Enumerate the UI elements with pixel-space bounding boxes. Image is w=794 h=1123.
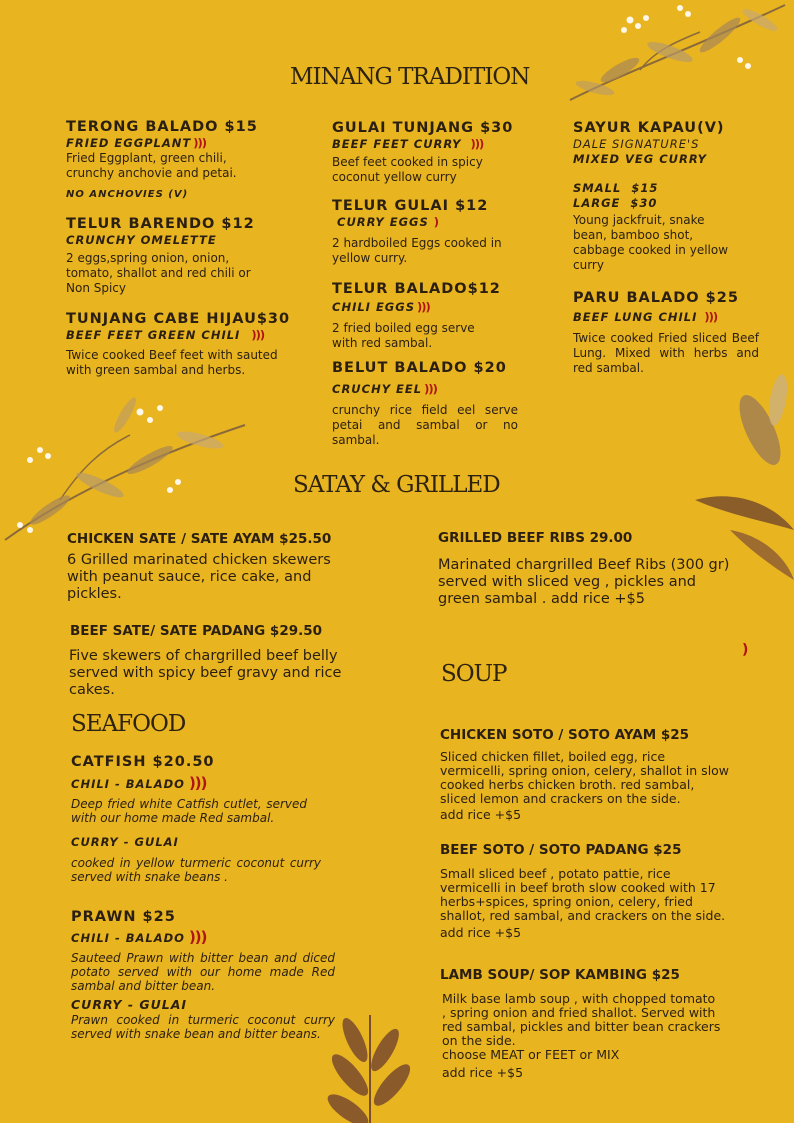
menu-item-prawn <box>71 908 335 1041</box>
item-note: NO ANCHOVIES (V) <box>66 189 189 200</box>
item-description: crunchy rice field eel serve petai and sambal or no sambal. <box>332 403 518 447</box>
menu-item-gulai-tunjang <box>332 119 522 185</box>
menu-item-telur-barendo <box>66 215 326 296</box>
item-subtitle: CRUCHY EEL ))) <box>332 382 437 396</box>
item-subtitle-signature: DALE SIGNATURE'S <box>573 137 700 151</box>
menu-item-paru-balado <box>573 289 759 376</box>
item-option-balado: CHILI - BALADO ))) <box>71 928 207 946</box>
item-title: TELUR GULAI $12 <box>332 198 489 214</box>
section-title-satay: SATAY & GRILLED <box>293 472 500 498</box>
item-title: SAYUR KAPAU(V) <box>573 120 725 136</box>
item-description: Milk base lamb soup , with chopped tomato , spring onion and fried shallot. Served with red sambal, pickles and bitter bean crackers on the side. choose MEAT or FEET or MIX <box>442 991 721 1062</box>
item-description: Five skewers of chargrilled beef belly served with spicy beef gravy and rice cakes. <box>69 648 342 698</box>
item-subtitle: BEEF FEET GREEN CHILI ))) <box>66 328 265 342</box>
item-title: CHICKEN SOTO / SOTO AYAM $25 <box>440 727 690 743</box>
item-title: TELUR BALADO$12 <box>332 281 501 297</box>
item-subtitle: CRUNCHY OMELETTE <box>66 233 217 247</box>
item-description-gulai: cooked in yellow turmeric coconut curry served with snake beans . <box>71 856 321 884</box>
item-description: 2 fried boiled egg serve with red sambal. <box>332 321 475 350</box>
item-option-balado: CHILI - BALADO ))) <box>71 774 207 792</box>
chili-icon: ))) <box>193 136 207 150</box>
menu-item-chicken-sate <box>67 530 367 603</box>
menu-item-chicken-soto <box>440 726 760 822</box>
item-description-balado: Sauteed Prawn with bitter bean and diced potato served with our home made Red sambal and bitter bean. <box>71 951 335 993</box>
item-title: BEEF SATE/ SATE PADANG $29.50 <box>70 623 323 639</box>
section-title-minang: MINANG TRADITION <box>290 64 530 90</box>
chili-icon: ))) <box>470 137 484 151</box>
item-description: Small sliced beef , potato pattie, rice vermicelli in beef broth slow cooked with 17 herbs+spices, spring onion, celery, fried shallot, red sambal, and crackers on the side. <box>440 866 726 923</box>
item-option-gulai: CURRY - GULAI <box>71 835 179 849</box>
item-title: PARU BALADO $25 <box>573 290 739 306</box>
menu-item-belut-balado <box>332 359 518 448</box>
item-title: TERONG BALADO $15 <box>66 119 258 135</box>
item-title: CHICKEN SATE / SATE AYAM $25.50 <box>67 531 332 547</box>
menu-item-grilled-beef-ribs <box>438 529 758 608</box>
item-subtitle: FRIED EGGPLANT ))) <box>66 136 207 150</box>
item-description-gulai: Prawn cooked in turmeric coconut curry served with snake bean and bitter beans. <box>71 1013 335 1041</box>
item-description: Fried Eggplant, green chili, crunchy anchovie and petai. <box>66 151 237 180</box>
chili-icon: ))) <box>416 300 430 314</box>
item-subtitle: BEEF LUNG CHILI ))) <box>573 310 718 324</box>
chili-icon: ))) <box>188 774 207 792</box>
item-subtitle: MIXED VEG CURRY <box>573 152 707 166</box>
menu-item-beef-soto <box>440 841 760 940</box>
item-title: LAMB SOUP/ SOP KAMBING $25 <box>440 967 680 983</box>
chili-icon: ) <box>433 215 439 229</box>
item-title: TUNJANG CABE HIJAU$30 <box>66 311 291 327</box>
item-description: 6 Grilled marinated chicken skewers with peanut sauce, rice cake, and pickles. <box>67 552 331 602</box>
item-title: BEEF SOTO / SOTO PADANG $25 <box>440 842 682 858</box>
item-description: Young jackfruit, snake bean, bamboo shot, cabbage cooked in yellow curry <box>573 213 729 272</box>
section-title-soup: SOUP <box>441 661 507 687</box>
menu-item-beef-sate <box>70 622 370 699</box>
item-title: PRAWN $25 <box>71 909 176 925</box>
item-description-balado: Deep fried white Catfish cutlet, served with our home made Red sambal. <box>71 797 307 825</box>
item-description: Marinated chargrilled Beef Ribs (300 gr) served with sliced veg , pickles and green sambal . add rice +$5 <box>438 557 730 607</box>
item-title: CATFISH $20.50 <box>71 754 215 770</box>
item-description: 2 eggs,spring onion, onion, tomato, shallot and red chili or Non Spicy <box>66 251 251 295</box>
chili-icon: ))) <box>188 928 207 946</box>
item-description: 2 hardboiled Eggs cooked in yellow curry. <box>332 236 502 265</box>
item-addon: add rice +$5 <box>440 807 522 822</box>
chili-icon: ))) <box>704 310 718 324</box>
menu-item-telur-balado <box>332 280 522 351</box>
item-title: BELUT BALADO $20 <box>332 360 507 376</box>
item-title: GULAI TUNJANG $30 <box>332 120 514 136</box>
chili-icon-stray: ) <box>742 642 748 658</box>
item-addon: add rice +$5 <box>440 925 522 940</box>
price-large: LARGE $30 <box>573 196 658 210</box>
item-description: Twice cooked Beef feet with sauted with green sambal and herbs. <box>66 348 278 377</box>
item-title: GRILLED BEEF RIBS 29.00 <box>438 530 633 546</box>
item-title: TELUR BARENDO $12 <box>66 216 255 232</box>
floral-branch-top-right <box>560 0 794 110</box>
menu-item-telur-gulai <box>332 197 522 266</box>
item-description: Twice cooked Fried sliced Beef Lung. Mixed with herbs and red sambal. <box>573 331 759 375</box>
item-option-gulai: CURRY - GULAI <box>71 997 188 1012</box>
menu-item-sayur-kapau <box>573 119 759 273</box>
menu-item-lamb-soup <box>440 966 760 1080</box>
item-subtitle: CHILI EGGS ))) <box>332 300 430 314</box>
menu-item-terong-balado <box>66 118 326 201</box>
item-addon: add rice +$5 <box>442 1065 524 1080</box>
chili-icon: ))) <box>251 328 265 342</box>
chili-icon: ))) <box>424 382 437 396</box>
menu-item-tunjang-cabe-hijau <box>66 310 326 378</box>
menu-item-catfish <box>71 753 335 884</box>
item-description: Sliced chicken fillet, boiled egg, rice vermicelli, spring onion, celery, shallot in slow cooked herbs chicken broth. red sambal, sliced lemon and crackers on the side. <box>440 749 730 806</box>
item-description: Beef feet cooked in spicy coconut yellow curry <box>332 155 483 184</box>
item-subtitle: CURRY EGGS ) <box>337 215 439 229</box>
section-title-seafood: SEAFOOD <box>71 711 186 737</box>
price-small: SMALL $15 <box>573 181 659 195</box>
item-subtitle: BEEF FEET CURRY ))) <box>332 137 484 151</box>
